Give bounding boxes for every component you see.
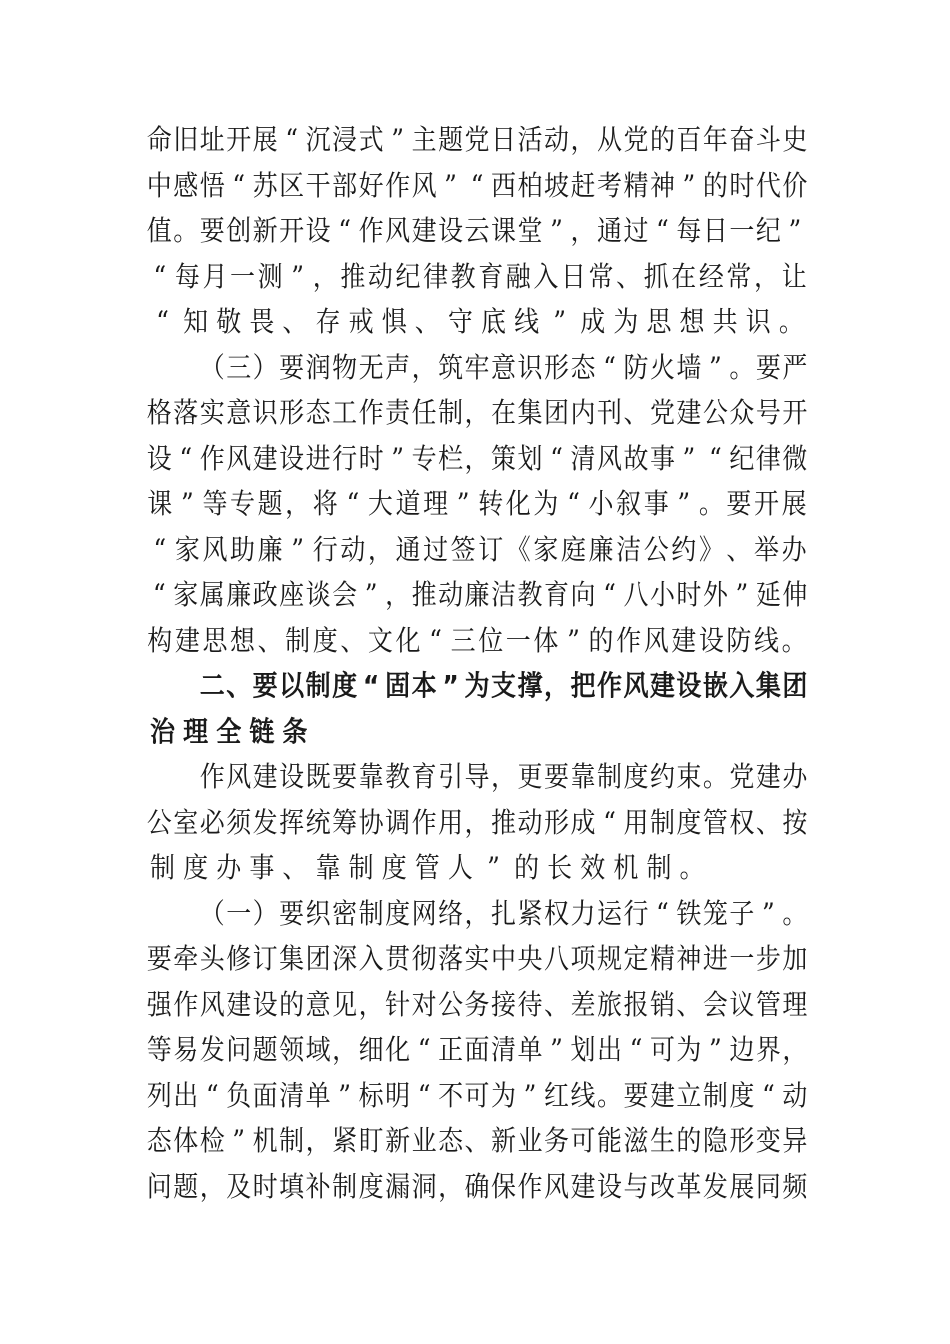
heading-line: 治 理 全 链 条 [150, 714, 308, 748]
text-line: 制 度 办 事 、 靠 制 度 管 人 ” 的 长 效 机 制 。 [150, 851, 705, 884]
section-heading-2 [146, 663, 808, 754]
text-line: “ 知 敬 畏 、 存 戒 惧 、 守 底 线 ” 成 为 思 想 共 识 。 [156, 305, 804, 338]
text-line: 公 室 必 须 发 挥 统 筹 协 调 作 用 ， 推 动 形 成 “ 用 制 度 管 权 、 按 [146, 805, 808, 839]
text-line: 中 感 悟 “ 苏 区 干 部 好 作 风 ” “ 西 柏 坡 赶 考 精 神 ” 的 时 代 价 [146, 168, 808, 202]
text-line: “ 每 月 一 测 ” ， 推 动 纪 律 教 育 融 入 日 常 、 抓 在 经 常 ， 让 [153, 259, 807, 293]
paragraph-1 [146, 117, 808, 345]
text-line: 命 旧 址 开 展 “ 沉 浸 式 ” 主 题 党 日 活 动 ， 从 党 的 百 年 奋 斗 史 [146, 123, 808, 156]
text-line: 构 建 思 想 、 制 度 、 文 化 “ 三 位 一 体 ” 的 作 风 建 设 防 线 。 [147, 623, 807, 657]
text-line: 等 易 发 问 题 领 域 ， 细 化 “ 正 面 清 单 ” 划 出 “ 可 为 ” 边 界 ， [146, 1033, 808, 1066]
heading-line-indented: 二 、 要 以 制 度 “ 固 本 ” 为 支 撑 ， 把 作 风 建 设 嵌 入 集 团 [199, 669, 808, 702]
document-page [146, 117, 808, 1209]
paragraph-institution-network [146, 891, 808, 1210]
text-line: 要 牵 头 修 订 集 团 深 入 贯 彻 落 实 中 央 八 项 规 定 精 神 进 一 步 加 [146, 942, 808, 975]
text-line-indented: （ 一 ） 要 织 密 制 度 网 络 ， 扎 紧 权 力 运 行 “ 铁 笼 子 ” 。 [199, 896, 808, 930]
text-line: 问 题 ， 及 时 填 补 制 度 漏 洞 ， 确 保 作 风 建 设 与 改 革 发 展 同 频 [146, 1169, 808, 1203]
text-line: 设 “ 作 风 建 设 进 行 时 ” 专 栏 ， 策 划 “ 清 风 故 事 ” “ 纪 律 微 [146, 441, 808, 475]
text-line-indented: 作 风 建 设 既 要 靠 教 育 引 导 ， 更 要 靠 制 度 约 束 。 党 建 办 [199, 760, 808, 793]
paragraph-ideology-firewall [146, 345, 808, 664]
text-line: 课 ” 等 专 题 ， 将 “ 大 道 理 ” 转 化 为 “ 小 叙 事 ” 。 要 开 展 [147, 487, 807, 520]
text-line: 值 。 要 创 新 开 设 “ 作 风 建 设 云 课 堂 ” ， 通 过 “ 每 日 一 纪 ” [146, 214, 802, 247]
text-line: 格 落 实 意 识 形 态 工 作 责 任 制 ， 在 集 团 内 刊 、 党 建 公 众 号 开 [146, 396, 808, 429]
text-line: “ 家 属 廉 政 座 谈 会 ” ， 推 动 廉 洁 教 育 向 “ 八 小 时 外 ” 延 伸 [152, 578, 808, 611]
text-line: 强 作 风 建 设 的 意 见 ， 针 对 公 务 接 待 、 差 旅 报 销 、 会 议 管 理 [146, 987, 808, 1021]
paragraph-institution-intro [146, 754, 808, 891]
text-line: 态 体 检 ” 机 制 ， 紧 盯 新 业 态 、 新 业 务 可 能 滋 生 的 隐 形 变 异 [146, 1124, 808, 1157]
text-line: “ 家 风 助 廉 ” 行 动 ， 通 过 签 订 《 家 庭 廉 洁 公 约 》 、 举 办 [153, 532, 807, 566]
text-line: 列 出 “ 负 面 清 单 ” 标 明 “ 不 可 为 ” 红 线 。 要 建 立 制 度 “ 动 [146, 1078, 808, 1112]
text-line-indented: （ 三 ） 要 润 物 无 声 ， 筑 牢 意 识 形 态 “ 防 火 墙 ” 。 要 严 [199, 350, 808, 384]
